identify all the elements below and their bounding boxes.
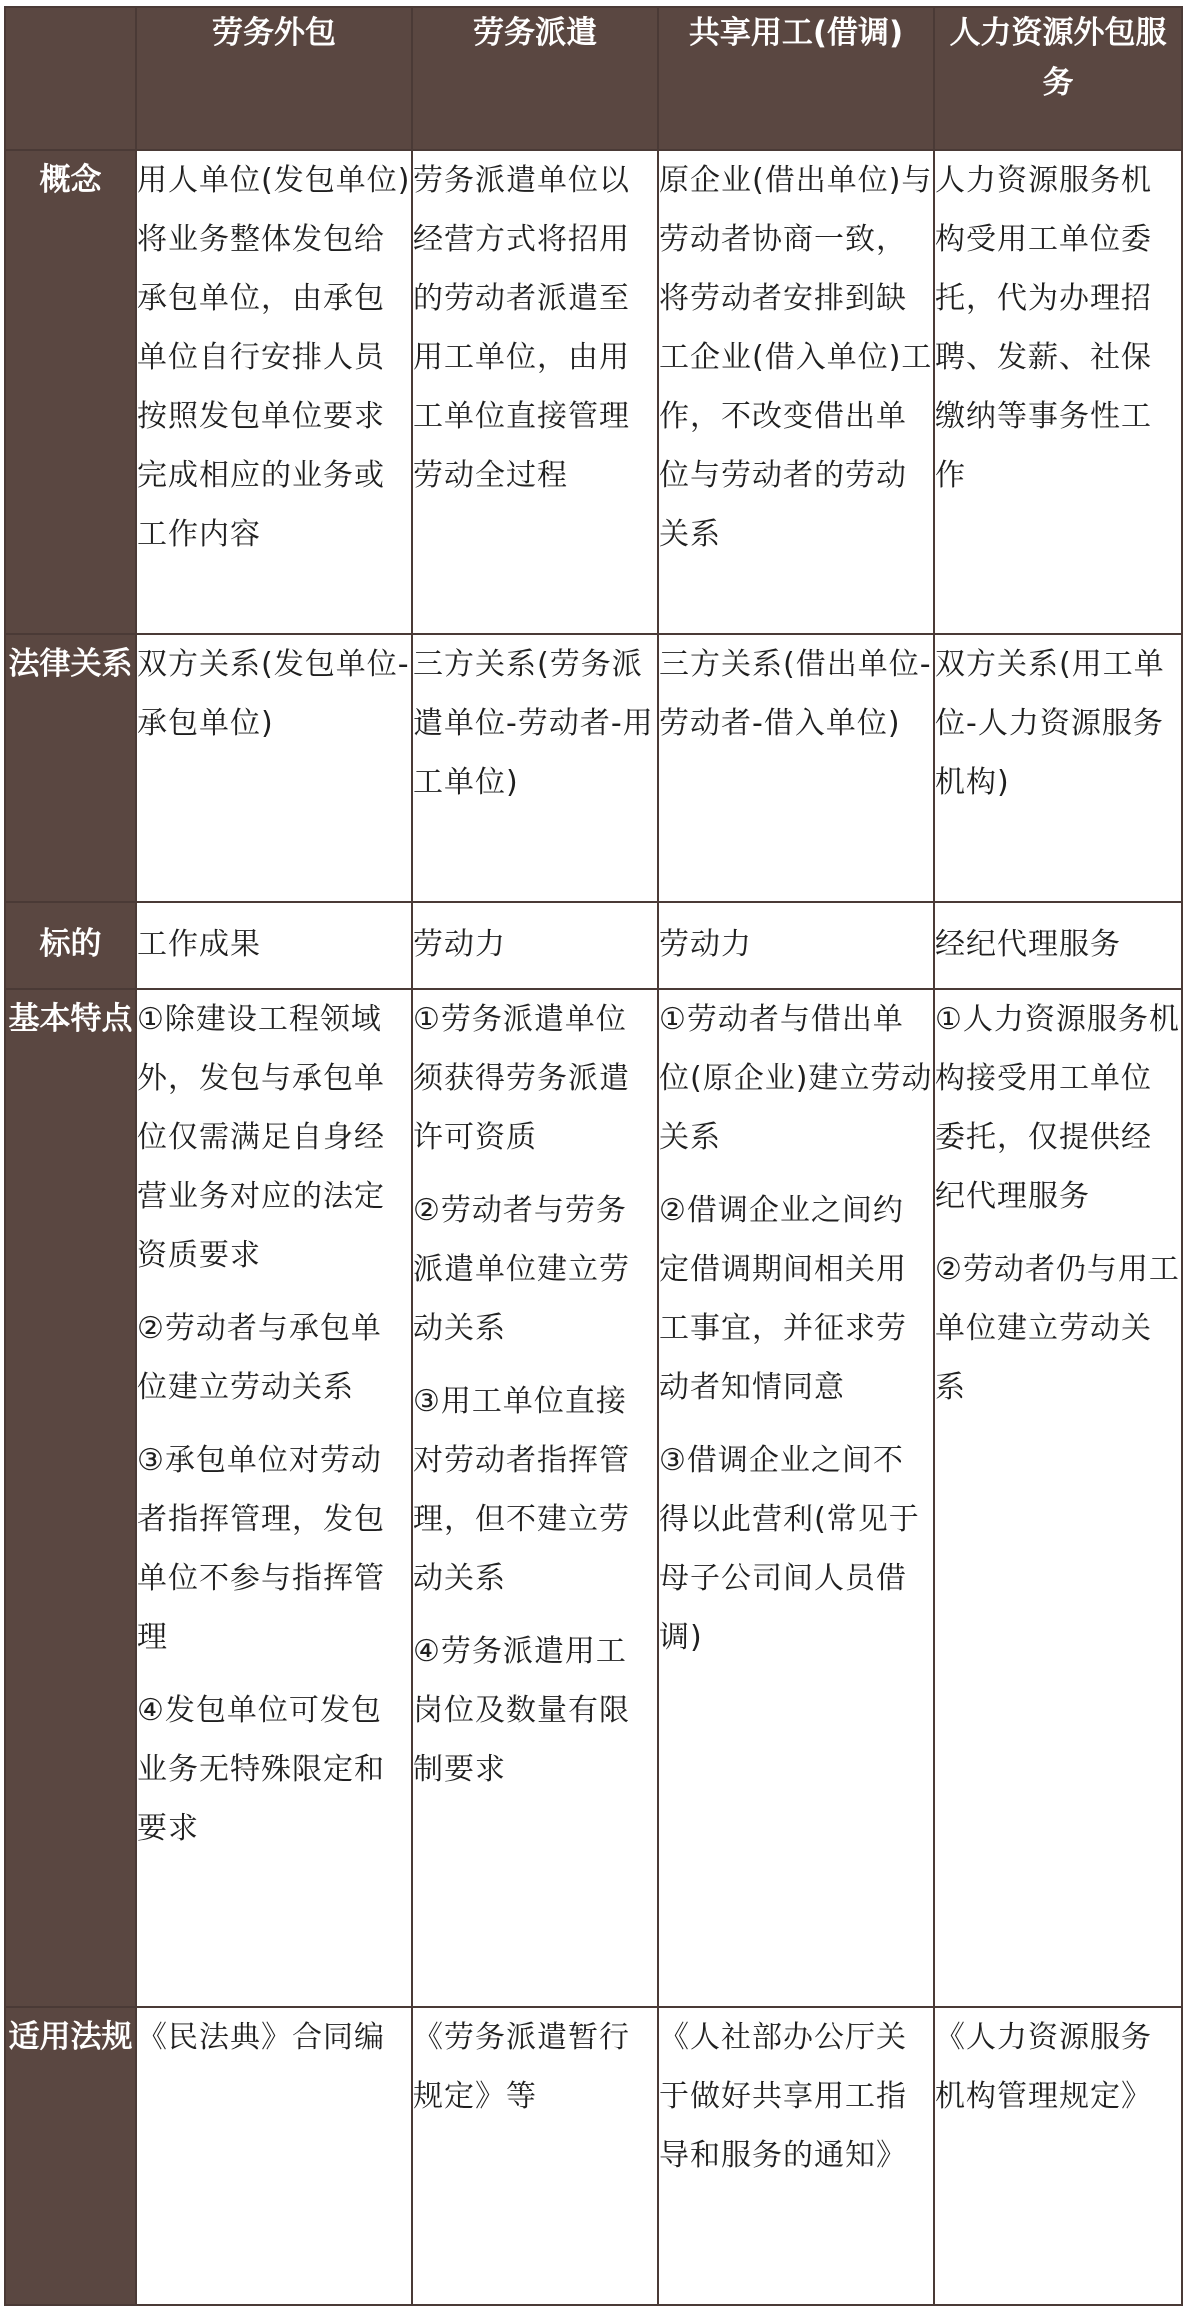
cell-legal-hr — [934, 634, 1182, 902]
cell-features-dispatch — [412, 989, 658, 2007]
row-subject — [5, 902, 1182, 989]
employment-comparison-table — [4, 6, 1183, 2306]
feature-item: ②劳动者与承包单位建立劳动关系 — [137, 1311, 382, 1405]
header-shared-employment: 共享用工(借调) — [658, 7, 934, 150]
feature-item: ①人力资源服务机构接受用工单位委托，仅提供经纪代理服务 — [935, 1002, 1180, 1214]
comparison-table-wrapper — [4, 6, 1181, 2304]
cell-text: 劳务派遣单位以经营方式将招用的劳动者派遣至用工单位，由用工单位直接管理劳动全过程 — [413, 163, 630, 493]
cell-laws-outsourcing — [136, 2007, 412, 2305]
cell-features-hr — [934, 989, 1182, 2007]
cell-subject-shared — [658, 902, 934, 989]
row-basic-features — [5, 989, 1182, 2007]
cell-text: 劳动力 — [659, 927, 752, 962]
cell-text: 用人单位(发包单位)将业务整体发包给承包单位，由承包单位自行安排人员按照发包单位要求完成相应的业务或工作内容 — [137, 163, 411, 552]
feature-item: ③承包单位对劳动者指挥管理，发包单位不参与指挥管理 — [137, 1443, 385, 1655]
row-legal-relation — [5, 634, 1182, 902]
cell-text: 三方关系(劳务派遣单位-劳动者-用工单位) — [413, 647, 654, 800]
cell-text: 三方关系(借出单位-劳动者-借入单位) — [659, 647, 932, 741]
cell-text: 双方关系(用工单位-人力资源服务机构) — [935, 647, 1165, 800]
row-label-basic-features: 基本特点 — [5, 989, 136, 2007]
cell-laws-hr — [934, 2007, 1182, 2305]
cell-text: 工作成果 — [137, 927, 261, 962]
cell-features-shared — [658, 989, 934, 2007]
cell-text: 双方关系(发包单位-承包单位) — [137, 647, 410, 741]
feature-item: ③借调企业之间不得以此营利(常见于母子公司间人员借调) — [659, 1443, 920, 1655]
cell-subject-outsourcing — [136, 902, 412, 989]
cell-subject-dispatch — [412, 902, 658, 989]
cell-legal-dispatch — [412, 634, 658, 902]
feature-item: ④劳务派遣用工岗位及数量有限制要求 — [413, 1634, 630, 1787]
cell-text: 经纪代理服务 — [935, 927, 1121, 962]
cell-text: 《民法典》合同编 — [137, 2020, 385, 2055]
row-applicable-laws — [5, 2007, 1182, 2305]
cell-concept-outsourcing — [136, 150, 412, 634]
cell-concept-dispatch — [412, 150, 658, 634]
feature-item: ①除建设工程领域外，发包与承包单位仅需满足自身经营业务对应的法定资质要求 — [137, 1002, 385, 1273]
cell-text: 《人力资源服务机构管理规定》 — [935, 2020, 1152, 2114]
cell-subject-hr — [934, 902, 1182, 989]
row-label-applicable-laws: 适用法规 — [5, 2007, 136, 2305]
feature-item: ④发包单位可发包业务无特殊限定和要求 — [137, 1693, 385, 1846]
header-row — [5, 7, 1182, 150]
row-label-legal-relation: 法律关系 — [5, 634, 136, 902]
cell-features-outsourcing — [136, 989, 412, 2007]
cell-text: 原企业(借出单位)与劳动者协商一致，将劳动者安排到缺工企业(借入单位)工作，不改变借出单位与劳动者的劳动关系 — [659, 163, 933, 552]
cell-text: 劳动力 — [413, 927, 506, 962]
feature-item: ①劳务派遣单位须获得劳务派遣许可资质 — [413, 1002, 630, 1155]
header-labor-dispatch: 劳务派遣 — [412, 7, 658, 150]
cell-text: 人力资源服务机构受用工单位委托，代为办理招聘、发薪、社保缴纳等事务性工作 — [935, 163, 1152, 493]
cell-concept-hr — [934, 150, 1182, 634]
cell-laws-shared — [658, 2007, 934, 2305]
row-label-subject: 标的 — [5, 902, 136, 989]
feature-item: ③用工单位直接对劳动者指挥管理，但不建立劳动关系 — [413, 1384, 630, 1596]
row-concept — [5, 150, 1182, 634]
feature-item: ②劳动者仍与用工单位建立劳动关系 — [935, 1252, 1180, 1405]
cell-legal-shared — [658, 634, 934, 902]
row-label-concept: 概念 — [5, 150, 136, 634]
header-hr-outsourcing: 人力资源外包服务 — [934, 7, 1182, 150]
header-corner — [5, 7, 136, 150]
cell-concept-shared — [658, 150, 934, 634]
header-labor-outsourcing: 劳务外包 — [136, 7, 412, 150]
cell-legal-outsourcing — [136, 634, 412, 902]
cell-text: 《劳务派遣暂行规定》等 — [413, 2020, 630, 2114]
feature-item: ②劳动者与劳务派遣单位建立劳动关系 — [413, 1193, 630, 1346]
cell-text: 《人社部办公厅关于做好共享用工指导和服务的通知》 — [659, 2020, 907, 2173]
feature-item: ①劳动者与借出单位(原企业)建立劳动关系 — [659, 1002, 933, 1155]
feature-item: ②借调企业之间约定借调期间相关用工事宜，并征求劳动者知情同意 — [659, 1193, 907, 1405]
cell-laws-dispatch — [412, 2007, 658, 2305]
